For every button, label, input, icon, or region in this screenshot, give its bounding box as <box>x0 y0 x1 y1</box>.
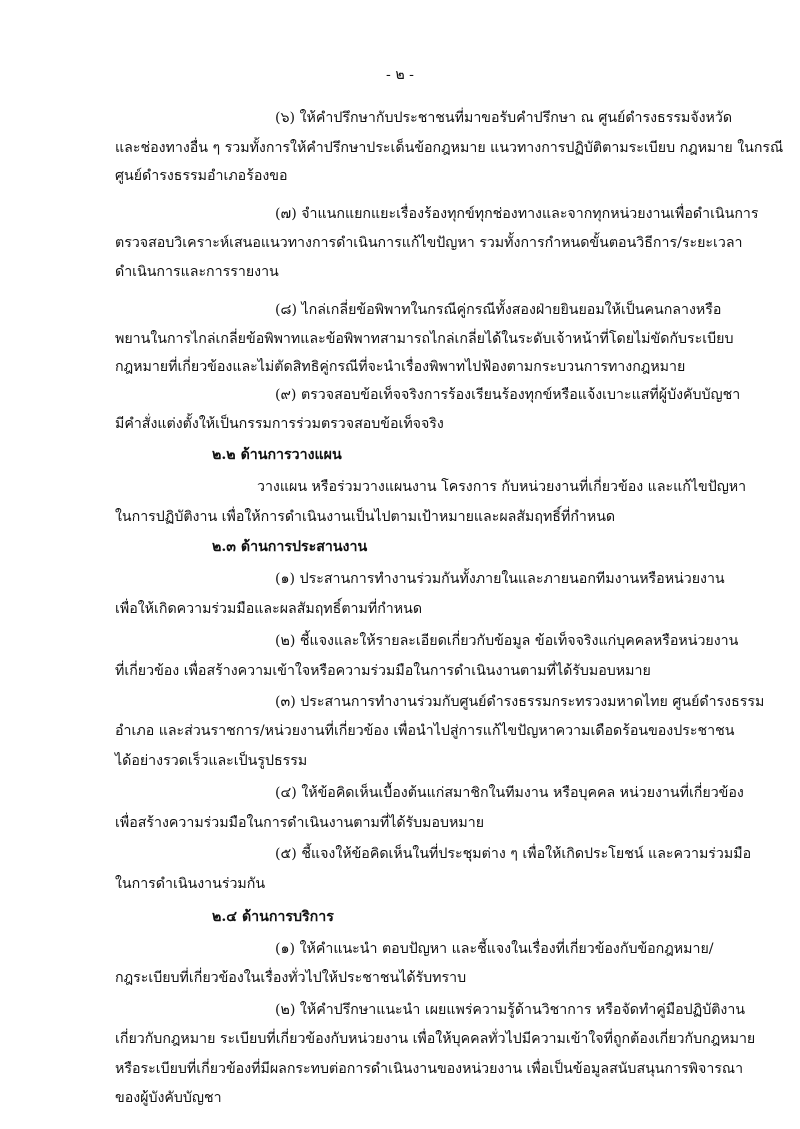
item-2-3-3-line-3: ได้อย่างรวดเร็วและเป็นรูปธรรม <box>115 753 308 769</box>
item-2-1-7-line-1: (๗) จำแนกแยกแยะเรื่องร้องทุกข์ทุกช่องทางและจากทุกหน่วยงานเพื่อดำเนินการ <box>275 206 759 222</box>
item-2-3-4-line-2: เพื่อสร้างความร่วมมือในการดำเนินงานตามที่ได้รับมอบหมาย <box>115 815 485 831</box>
item-2-1-9-line-1: (๙) ตรวจสอบข้อเท็จจริงการร้องเรียนร้องทุกข์หรือแจ้งเบาะแสที่ผู้บังคับบัญชา <box>275 387 741 403</box>
item-2-4-2-line-1: (๒) ให้คำปรึกษาแนะนำ เผยแพร่ความรู้ด้านวิชาการ หรือจัดทำคู่มือปฏิบัติงาน <box>275 1002 746 1018</box>
item-2-4-2-line-3: หรือระเบียบที่เกี่ยวข้องที่มีผลกระทบต่อการดำเนินงานของหน่วยงาน เพื่อเป็นข้อมูลสนับสนุนการพิจารณา <box>115 1061 744 1077</box>
heading-2-2: ๒.๒ ด้านการวางแผน <box>212 447 342 463</box>
item-2-1-8-line-3: กฎหมายที่เกี่ยวข้องและไม่ตัดสิทธิคู่กรณีที่จะนำเรื่องพิพาทไปฟ้องตามกระบวนการทางกฎหมาย <box>115 359 686 375</box>
item-2-1-7-line-3: ดำเนินการและการรายงาน <box>115 264 279 280</box>
item-2-1-6-line-3: ศูนย์ดำรงธรรมอำเภอร้องขอ <box>115 168 288 184</box>
item-2-1-6-line-2: และช่องทางอื่น ๆ รวมทั้งการให้คำปรึกษาประเด็นข้อกฎหมาย แนวทางการปฏิบัติตามระเบียบ กฎหมาย ในกรณี <box>115 140 784 156</box>
item-2-4-2-line-2: เกี่ยวกับกฎหมาย ระเบียบที่เกี่ยวข้องกับหน่วยงาน เพื่อให้บุคคลทั่วไปมีความเข้าใจที่ถูกต้องเกี่ยวกับกฎหมาย <box>115 1031 756 1047</box>
item-2-3-2-line-2: ที่เกี่ยวข้อง เพื่อสร้างความเข้าใจหรือความร่วมมือในการดำเนินงานตามที่ได้รับมอบหมาย <box>115 663 651 679</box>
page-number: - ๒ - <box>386 67 414 83</box>
item-2-1-6-line-1: (๖) ให้คำปรึกษากับประชาชนที่มาขอรับคำปรึกษา ณ ศูนย์ดำรงธรรมจังหวัด <box>275 110 733 126</box>
item-2-4-2-line-4: ของผู้บังคับบัญชา <box>115 1090 222 1106</box>
item-2-3-1-line-2: เพื่อให้เกิดความร่วมมือและผลสัมฤทธิ์ตามที่กำหนด <box>115 601 423 617</box>
item-2-1-8-line-2: พยานในการไกล่เกลี่ยข้อพิพาทและข้อพิพาทสามารถไกล่เกลี่ยได้ในระดับเจ้าหน้าที่โดยไม่ขัดกับระเบียบ <box>115 331 734 347</box>
heading-2-3: ๒.๓ ด้านการประสานงาน <box>212 539 368 555</box>
item-2-3-3-line-1: (๓) ประสานการทำงานร่วมกับศูนย์ดำรงธรรมกระทรวงมหาดไทย ศูนย์ดำรงธรรม <box>275 694 765 710</box>
item-2-4-1-line-2: กฎระเบียบที่เกี่ยวข้องในเรื่องทั่วไปให้ประชาชนได้รับทราบ <box>115 970 467 986</box>
item-2-3-4-line-1: (๔) ให้ข้อคิดเห็นเบื้องต้นแก่สมาชิกในทีมงาน หรือบุคคล หน่วยงานที่เกี่ยวข้อง <box>275 785 744 801</box>
item-2-1-8-line-1: (๘) ไกล่เกลี่ยข้อพิพาทในกรณีคู่กรณีทั้งสองฝ่ายยินยอมให้เป็นคนกลางหรือ <box>275 302 722 318</box>
section-2-2-line-2: ในการปฏิบัติงาน เพื่อให้การดำเนินงานเป็นไปตามเป้าหมายและผลสัมฤทธิ์ที่กำหนด <box>115 509 616 525</box>
heading-2-4: ๒.๔ ด้านการบริการ <box>212 909 334 925</box>
item-2-3-1-line-1: (๑) ประสานการทำงานร่วมกันทั้งภายในและภายนอกทีมงานหรือหน่วยงาน <box>275 571 725 587</box>
item-2-1-7-line-2: ตรวจสอบวิเคราะห์เสนอแนวทางการดำเนินการแก้ไขปัญหา รวมทั้งการกำหนดขั้นตอนวิธีการ/ระยะเวลา <box>115 235 743 251</box>
item-2-3-5-line-2: ในการดำเนินงานร่วมกัน <box>115 876 266 892</box>
item-2-4-1-line-1: (๑) ให้คำแนะนำ ตอบปัญหา และชี้แจงในเรื่องที่เกี่ยวข้องกับข้อกฎหมาย/ <box>275 941 714 957</box>
section-2-2-line-1: วางแผน หรือร่วมวางแผนงาน โครงการ กับหน่วยงานที่เกี่ยวข้อง และแก้ไขปัญหา <box>257 479 747 495</box>
item-2-3-3-line-2: อำเภอ และส่วนราชการ/หน่วยงานที่เกี่ยวข้อง เพื่อนำไปสู่การแก้ไขปัญหาความเดือดร้อนของประชาชน <box>115 723 735 739</box>
item-2-3-2-line-1: (๒) ชี้แจงและให้รายละเอียดเกี่ยวกับข้อมูล ข้อเท็จจริงแก่บุคคลหรือหน่วยงาน <box>275 633 739 649</box>
item-2-3-5-line-1: (๕) ชี้แจงให้ข้อคิดเห็นในที่ประชุมต่าง ๆ เพื่อให้เกิดประโยชน์ และความร่วมมือ <box>275 846 752 862</box>
item-2-1-9-line-2: มีคำสั่งแต่งตั้งให้เป็นกรรมการร่วมตรวจสอบข้อเท็จจริง <box>115 416 444 432</box>
